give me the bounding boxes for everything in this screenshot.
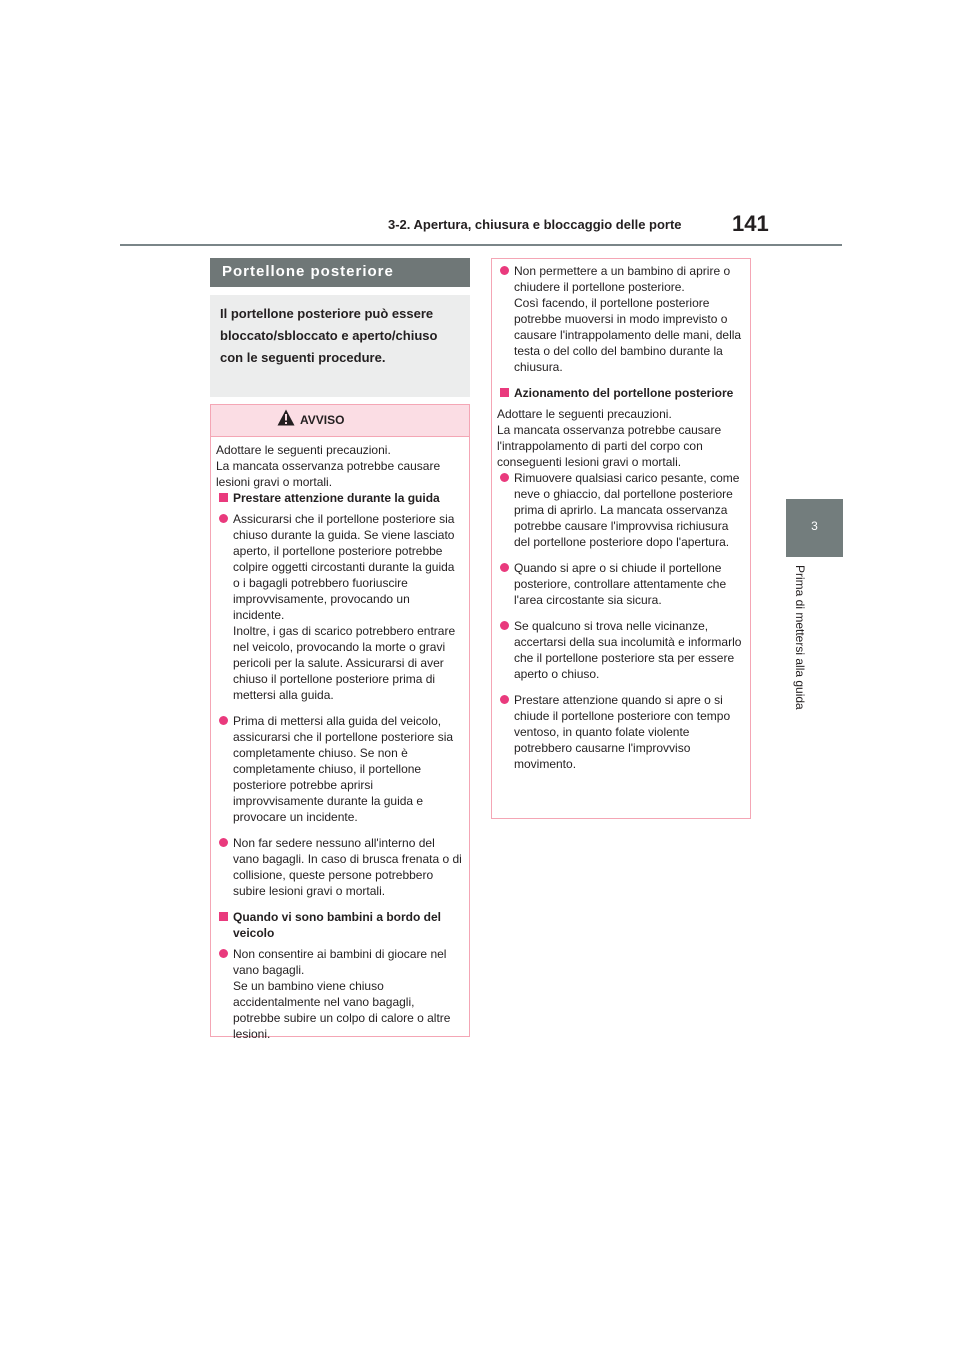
intro-text: Il portellone posteriore può essere bloccato/sbloccato e aperto/chiuso con le seguenti procedure. (220, 306, 438, 365)
running-header: 3-2. Apertura, chiusura e bloccaggio delle porte (388, 217, 682, 232)
section-title: Portellone posteriore (222, 263, 394, 280)
bullet-icon (500, 473, 509, 482)
warning-box-right (491, 258, 751, 819)
warning-header (211, 405, 469, 437)
bullet-icon (219, 716, 228, 725)
square-bullet-icon (500, 388, 509, 397)
list-item: Quando si apre o si chiude il portellone posteriore, controllare attentamente che l'area circostante sia sicura. (497, 560, 745, 608)
list-item: Non consentire ai bambini di giocare nel vano bagagli. Se un bambino viene chiuso accidentalmente nel vano bagagli, potrebbe subire un colpo di calore o altre lesioni. (216, 946, 464, 1042)
page-number: 141 (732, 211, 769, 236)
list-item: Prima di mettersi alla guida del veicolo, assicurarsi che il portellone posteriore sia completamente chiuso. Se non è completamente chiuso, il portellone posteriore potrebbe aprirsi improvvisamente durante la guida e provocare un incidente. (216, 713, 464, 825)
bullet-icon (500, 621, 509, 630)
list-item: Rimuovere qualsiasi carico pesante, come neve o ghiaccio, dal portellone posteriore prima di aprirlo. La mancata osservanza potrebbe causare l'improvvisa richiusura del portellone posteriore dopo l'apertura. (497, 470, 745, 550)
list-item: Non permettere a un bambino di aprire o chiudere il portellone posteriore. Così facendo, il portellone posteriore potrebbe muoversi in modo imprevisto o causare l'intrappolamento delle mani, della testa o del collo del bambino durante la chiusura. (497, 263, 745, 375)
subheading: Azionamento del portellone posteriore (497, 385, 745, 401)
square-bullet-icon (219, 912, 228, 921)
subheading: Prestare attenzione durante la guida (216, 490, 464, 506)
warning-label: AVVISO (300, 413, 345, 427)
square-bullet-icon (219, 493, 228, 502)
list-item: Prestare attenzione quando si apre o si chiude il portellone posteriore con tempo ventoso, in quanto folate violente potrebbero causarne l'improvviso movimento. (497, 692, 745, 772)
subheading: Quando vi sono bambini a bordo del veicolo (216, 909, 464, 941)
warning-triangle-icon (277, 409, 295, 426)
warning-box-left (210, 404, 470, 1041)
list-item: Assicurarsi che il portellone posteriore sia chiuso durante la guida. Se viene lasciato aperto, il portellone posteriore potrebbe colpire oggetti circostanti durante la guida o i bagagli potrebbero fuoriuscire improvvisamente, provocando un incidente. Inoltre, i gas di scarico potrebbero entrare nel veicolo, provocando la morte o gravi pericoli per la salute. Assicurarsi di aver chiuso il portellone posteriore prima di mettersi alla guida. (216, 511, 464, 703)
bullet-icon (219, 949, 228, 958)
bullet-icon (219, 514, 228, 523)
bullet-icon (219, 838, 228, 847)
warning-intro: Adottare le seguenti precauzioni. La mancata osservanza potrebbe causare l'intrappolamento di parti del corpo con conseguenti lesioni gravi o mortali. (497, 407, 722, 469)
header-rule (120, 244, 842, 246)
chapter-label: Prima di mettersi alla guida (793, 565, 807, 710)
chapter-number: 3 (811, 519, 818, 533)
list-item: Se qualcuno si trova nelle vicinanze, accertarsi della sua incolumità e informarlo che il portellone posteriore sta per essere aperto o chiuso. (497, 618, 745, 682)
list-item: Non far sedere nessuno all'interno del vano bagagli. In caso di brusca frenata o di collisione, queste persone potrebbero subire lesioni gravi o mortali. (216, 835, 464, 899)
bullet-icon (500, 266, 509, 275)
bullet-icon (500, 563, 509, 572)
bullet-icon (500, 695, 509, 704)
warning-intro: Adottare le seguenti precauzioni. La mancata osservanza potrebbe causare lesioni gravi o mortali. (216, 443, 441, 489)
